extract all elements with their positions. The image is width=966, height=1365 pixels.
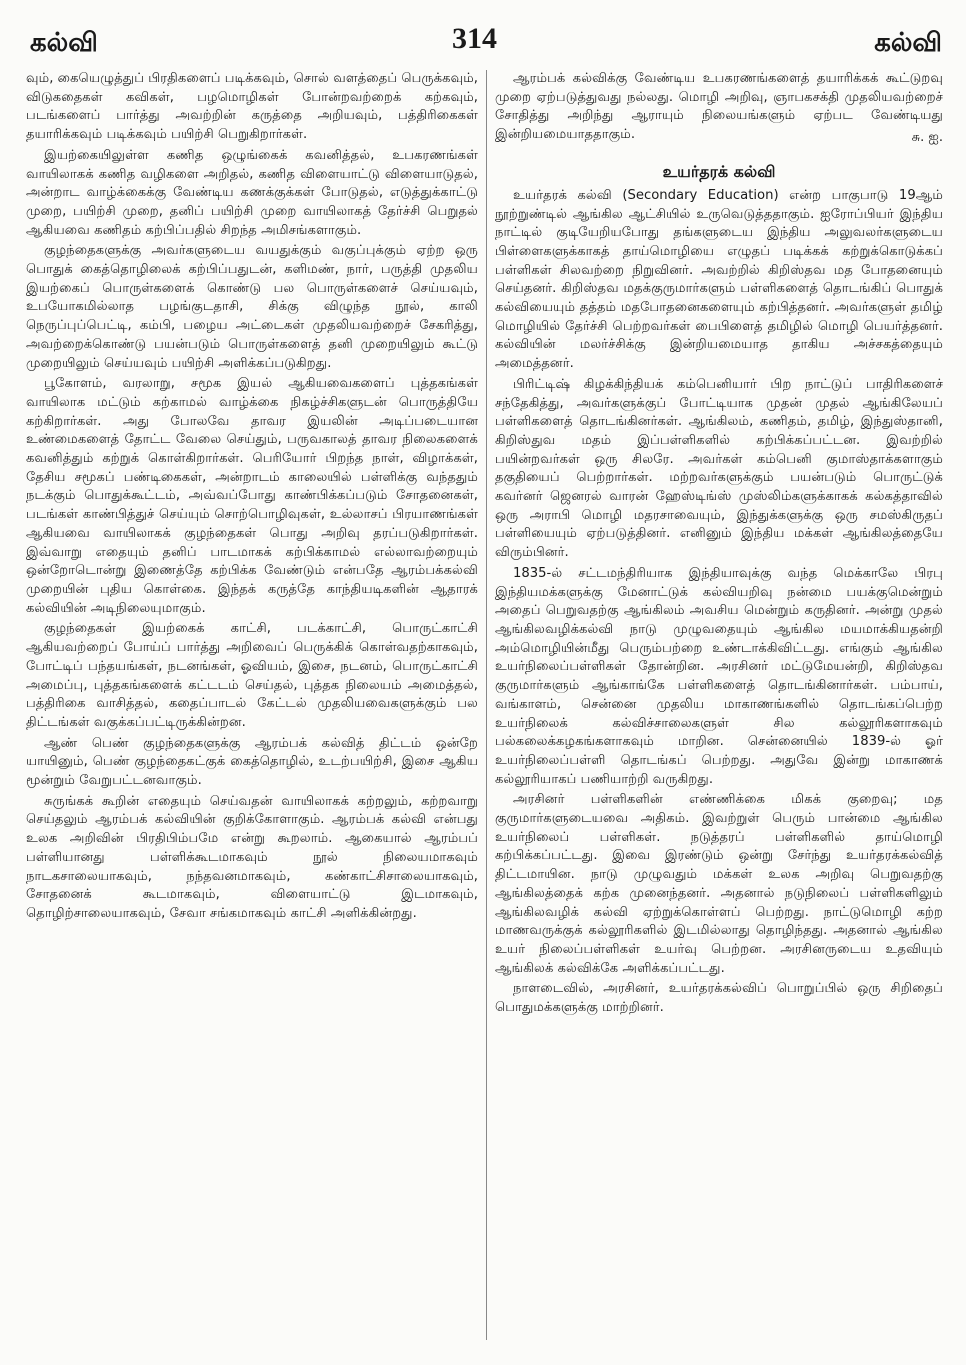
paragraph: பூகோளம், வரலாறு, சமூக இயல் ஆகியவைகளைப் புத்தகங்கள் வாயிலாக மட்டும் கற்காமல் வாழ்க்கை நிகழ்ச்சிகளுடன் பொருத்தியே கற்கிறார்கள். அது போலவே தாவர இயலின் அடிப்படையான உண்மைகளைத் தோட்ட வேலை செய்தும், பருவகாலத் தாவர நிலைகளைக் கவனித்தும் கற்றுக் கொள்கிறார்கள். பெரியோர் பிறந்த நாள், விழாக்கள், தேசிய சமூகப் பண்டிகைகள், அன்றாடம் காலையில் பள்ளிக்கு வந்ததும் நடக்கும் பொதுக்கூட்டம், அவ்வப்போது காண்பிக்கப்படும் சோதனைகள், படங்கள் காண்பித்துச் செய்யும் சொற்பொழிவுகள், உல்லாசப் பிரயாணங்கள் ஆகியவை வாயிலாகக் குழந்தைகள் பொது அறிவு தரப்படுகிறார்கள். இவ்வாறு எதையும் தனிப் பாடமாகக் கற்பிக்காமல் எல்லாவற்றையும் ஒன்றோடொன்று இணைத்தே கற்பிக்க வேண்டும் என்பதே ஆரம்பக்கல்வி முறையின் புதிய கொள்கை. இந்தக் கருத்தே காந்தியடிகளின் ஆதாரக் கல்வியின் அடிநிலையுமாகும். xyxy=(26,376,478,616)
section-heading: உயர்தரக் கல்வி xyxy=(662,161,776,181)
author-signature: சு. ஐ. xyxy=(911,129,943,145)
left-column xyxy=(26,70,478,1345)
column-divider xyxy=(486,70,487,1340)
paragraph: நாளடைவில், அரசினர், உயர்தரக்கல்விப் பொறுப்பில் ஒரு சிறிதைப் பொதுமக்களுக்கு மாற்றினர். xyxy=(495,981,943,1016)
paragraph: வும், கையெழுத்துப் பிரதிகளைப் படிக்கவும், சொல் வளத்தைப் பெருக்கவும், விடுகதைகள் கவிகள், பழமொழிகள் போன்றவற்றைக் கற்கவும், படங்களைப் பார்த்து அவற்றின் கருத்தை அறியவும், பத்திரிகைகள் தயாரிக்கவும் படிக்கவும் பயிற்சி பெறுகிறார்கள். xyxy=(26,71,478,143)
paragraph: ஆரம்பக் கல்விக்கு வேண்டிய உபகரணங்களைத் தயாரிக்கக் கூட்டுறவு முறை ஏற்படுத்துவது நல்லது. மொழி அறிவு, ஞாபகசக்தி முதலியவற்றைச் சோதித்து அறிந்து ஆராயும் நிலையங்களும் ஏற்பட வேண்டியது இன்றியமையாததாகும். xyxy=(495,71,943,143)
paragraph: ஆண் பெண் குழந்தைகளுக்கு ஆரம்பக் கல்வித் திட்டம் ஒன்றே யாயினும், பெண் குழந்தைகட்குக் கைத்தொழில், உடற்பயிற்சி, இசை ஆகிய மூன்றும் வேறுபட்டனவாகும். xyxy=(26,735,478,789)
paragraph: சுருங்கக் கூறின் எதையும் செய்வதன் வாயிலாகக் கற்றலும், கற்றவாறு செய்தலும் ஆரம்பக் கல்வியின் குறிக்கோளாகும். ஆரம்பக் கல்வி என்பது உலக அறிவின் பிரதிபிம்பமே என்று கூறலாம். ஆகையால் ஆரம்பப் பள்ளியானது பள்ளிக்கூடமாகவும் நூல் நிலையமாகவும் நாடகசாலையாகவும், நந்தவனமாகவும், கண்காட்சிசாலையாகவும், சோதனைக் கூடமாகவும், விளையாட்டு இடமாகவும், தொழிற்சாலையாகவும், சேவா சங்கமாகவும் காட்சி அளிக்கின்றது. xyxy=(26,793,478,921)
right-column xyxy=(495,70,943,1345)
paragraph: பிரிட்டிஷ் கிழக்கிந்தியக் கம்பெனியார் பிற நாட்டுப் பாதிரிகளைச் சந்தேகித்து, அவர்களுக்குப் போட்டியாக முதன் முதல் ஆங்கிலேயப் பள்ளிகளைத் தொடங்கினர்கள். ஆங்கிலம், கணிதம், தமிழ், இந்துஸ்தானி, கிறிஸ்துவ மதம் இப்பள்ளிகளில் கற்பிக்கப்பட்டன. இவற்றில் பயின்றவர்கள் ஒரு சிலரே. அவர்கள் கம்பெனி குமாஸ்தாக்களாகும் தகுதியைப் பெற்றார்கள். மற்றவர்களுக்கும் பயன்படும் பொருட்டுக் கவர்னர் ஜெனரல் வாரன் ஹேஸ்டிங்ஸ் முஸ்லிம்களுக்காகக் கல்கத்தாவில் ஒரு அராபி மொழி மதரசாவையும், இந்துக்களுக்கு ஒரு சமஸ்கிருதப் பள்ளியையும் ஏற்படுத்தினர். எனினும் இந்திய மக்கள் ஆங்கிலத்தையே விரும்பினர். xyxy=(495,376,943,561)
page-number: 314 xyxy=(452,22,497,55)
paragraph: உயர்தரக் கல்வி (Secondary Education) என்ற பாகுபாடு 19ஆம் நூற்றுண்டில் ஆங்கில ஆட்சியில் உருவெடுத்ததாகும். ஐரோப்பியர் இந்திய நாட்டில் குடியேறியபோது தங்களுடைய இந்திய அலுவலர்களுடைய பிள்ளைகளுக்காகத் தாய்மொழியை எழுதப் படிக்கக் கற்றுக்கொடுக்கப் பள்ளிகள் சிலவற்றை நிறுவினர். அவற்றில் கிறிஸ்தவ மத போதனையும் செய்தனர். கிறிஸ்தவ மதக்குருமார்களும் பள்ளிகளைத் தொடங்கிப் பொதுக் கல்வியையும் தத்தம் மதபோதனைகளையும் கற்பித்தனர். அவர்களுள் தமிழ் மொழியில் தேர்ச்சி பெற்றவர்கள் பைபிளைத் தமிழில் மொழி பெயர்த்தனர். கல்வியின் மலர்ச்சிக்கு இன்றியமையாத தாகிய அச்சகத்தையும் அமைத்தனர். xyxy=(495,187,943,372)
paragraph: குழந்தைகள் இயற்கைக் காட்சி, படக்காட்சி, பொருட்காட்சி ஆகியவற்றைப் போய்ப் பார்த்து அறிவைப் பெருக்கிக் கொள்வதற்காகவும், போட்டிப் பந்தயங்கள், நடனங்கள், ஓவியம், இசை, நடனம், பொருட்காட்சி அமைப்பு, புத்தகங்களைக் கட்டடம் செய்தல், புத்தக நிலையம் அமைத்தல், பத்திரிகை வாசித்தல், கதைப்பாடல் கேட்டல் முதலியவைகளுக்கும் பல திட்டங்கள் வகுக்கப்பட்டிருக்கின்றன. xyxy=(26,621,478,730)
page-header xyxy=(0,0,966,60)
paragraph: குழந்தைகளுக்கு அவர்களுடைய வயதுக்கும் வகுப்புக்கும் ஏற்ற ஒரு பொதுக் கைத்தொழிலைக் கற்பிப்பதுடன், களிமண், நார், பருத்தி முதலிய இயற்கைப் பொருள்களைக் கொண்டு பல பொருள்களைச் செய்யவும், உபயோகமில்லாத பழங்குடதாசி, சிக்கு விழுந்த நூல், காலி நெருப்புப்பெட்டி, கம்பி, பழைய அட்டைகள் முதலியவற்றைச் சேகரித்து, அவற்றைக்கொண்டு பயன்படும் பொருள்களைத் தனி முறையிலும் கூட்டு முறையிலும் செய்யவும் பயிற்சி அளிக்கப்படுகிறது. xyxy=(26,243,478,371)
running-head-left: கல்வி xyxy=(30,28,98,58)
paragraph: அரசினர் பள்ளிகளின் எண்ணிக்கை மிகக் குறைவு; மத குருமார்களுடையவை அதிகம். இவற்றுள் பெரும் பான்மை ஆங்கில உயர்நிலைப் பள்ளிகள். நடுத்தரப் பள்ளிகளில் தாய்மொழி கற்பிக்கப்பட்டது. இவை இரண்டும் ஒன்று சேர்ந்து உயர்தரக்கல்வித் திட்டமாயின. நாடு முழுவதும் மக்கள் உலக அறிவு பெறுவதற்கு ஆங்கிலத்தைக் கற்க முனைந்தனர். அதனால் நடுநிலைப் பள்ளிகளிலும் ஆங்கிலவழிக் கல்வி ஏற்றுக்கொள்ளப் பெற்றது. நாட்டுமொழி கற்ற மாணவருக்குக் கல்லூரிகளில் இடமில்லாது தொழிந்தது. அதனால் ஆங்கில உயர் நிலைப்பள்ளிகள் உயர்வு பெற்றன. அரசினருடைய உதவியும் ஆங்கிலக் கல்விக்கே அளிக்கப்பட்டது. xyxy=(495,792,943,976)
running-head-right: கல்வி xyxy=(874,28,942,58)
paragraph: 1835-ல் சட்டமந்திரியாக இந்தியாவுக்கு வந்த மெக்காலே பிரபு இந்தியமக்களுக்கு மேனாட்டுக் கல்வியறிவு நன்மை பயக்குமென்றும் அதைப் பெறுவதற்கு ஆங்கிலம் அவசிய மென்றும் கருதினர். அன்று முதல் ஆங்கிலவழிக்கல்வி நாடு முழுவதையும் ஆங்கில மயமாக்கியதன்றி அம்மொழியின்மீது பெரும்பற்றை உண்டாக்கிவிட்டது. எங்கும் ஆங்கில உயர்நிலைப்பள்ளிகள் தோன்றின. அரசினர் மட்டுமேயன்றி, கிறிஸ்தவ குருமார்களும் ஆங்காங்கே பள்ளிகளைத் தொடங்கினார்கள். பம்பாய், வங்காளம், சென்னை முதலிய மாகாணங்களில் தொடங்கப்பெற்ற உயர்நிலைக் கல்விச்சாலைகளுள் சில கல்லூரிகளாகவும் பல்கலைக்கழகங்களாகவும் மாறின. சென்னையில் 1839-ல் ஓர் உயர்நிலைப்பள்ளி தொடங்கப் பெற்றது. அதுவே இன்று மாகாணக் கல்லூரியாகப் பணியாற்றி வருகிறது. xyxy=(495,565,943,787)
paragraph: இயற்கையிலுள்ள கணித ஒழுங்கைக் கவனித்தல், உபகரணங்கள் வாயிலாகக் கணித வழிகளை அறிதல், கணித விளையாட்டு விளையாடுதல், அன்றாட வாழ்க்கைக்கு வேண்டிய கணக்குக்கள் போடுதல், எடுத்துக்காட்டு முறை, பயிற்சி முறை, தனிப் பயிற்சி முறை வாயிலாகத் தேர்ச்சி பெறுதல் ஆகியவை கணிதம் கற்பிப்பதில் சிறந்த அமிசங்களாகும். xyxy=(26,147,478,238)
